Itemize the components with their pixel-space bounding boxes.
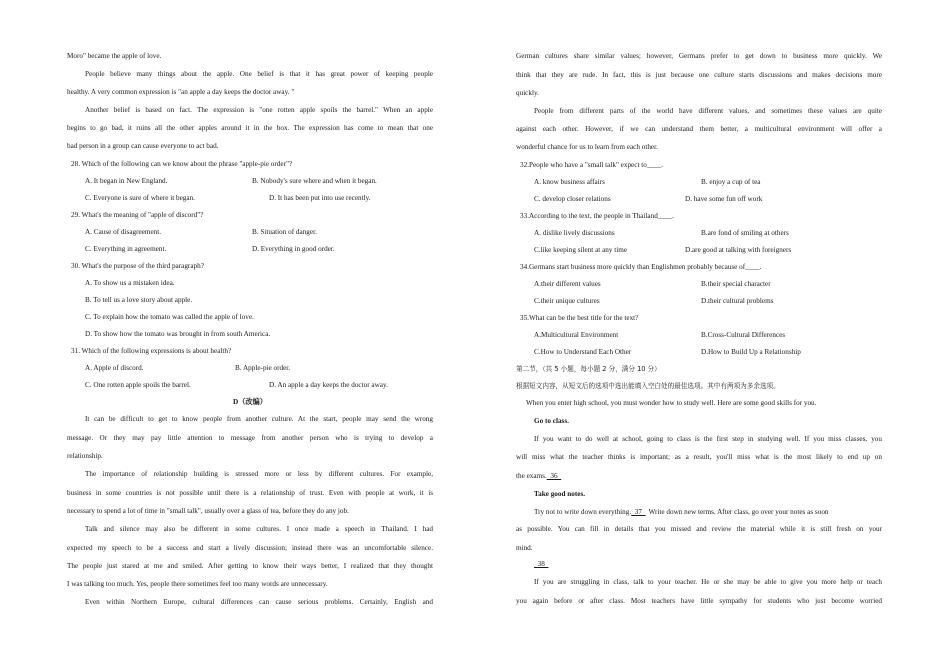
cloze-text: Write down new terms. After class, go over your notes as soon [648, 508, 829, 516]
option-left: A. know business affairs [534, 178, 605, 186]
passage-line: think that they are rude. In fact, this is just because one culture starts discussions and makes decisions more [516, 71, 882, 79]
option-right: B.are fond of smiling at others [701, 229, 789, 237]
option: A. To show us a mistaken idea. [85, 279, 175, 287]
cloze-line [534, 416, 569, 426]
option-right: D. It has been put into use recently. [269, 194, 371, 202]
option-right: D.are good at talking with foreigners [685, 246, 792, 254]
passage-line: healthy. A very common expression is "an apple a day keeps the doctor away. " [67, 88, 295, 96]
answer-blank[interactable]: 38 [534, 560, 549, 568]
passage-line: Another belief is based on fact. The expression is "one rotten apple spoils the barrel." When an apple [85, 106, 433, 114]
option-right: D. have some fun off work [685, 195, 763, 203]
question-stem: 30. What's the purpose of the third paragraph? [71, 262, 204, 270]
passage-line: The importance of relationship building is stressed more or less by different cultures. For example, [85, 470, 433, 478]
passage-line: bad person in a group can cause everyone to act bad. [67, 142, 219, 150]
passage-line: The people just stared at me and smiled. After getting to know their ways better, I realized that they thought [67, 562, 433, 570]
option-right: D. Everything in good order. [252, 245, 335, 253]
option-left: C. develop closer relations [534, 195, 611, 203]
option-left: C.their unique cultures [534, 297, 600, 305]
option-left: A. It began in New England. [85, 177, 168, 185]
cloze-text: as possible. You can fill in details that you missed and review the material while it is still fresh on your [516, 525, 882, 533]
option-right: B.Cross-Cultural Differences [701, 331, 786, 339]
cloze-text: you again before or after class. Most teachers have little sympathy for students who just become worried [516, 597, 882, 605]
passage-line: People believe many things about the apple. One belief is that it has great power of keeping people [85, 70, 433, 78]
option-left: C.like keeping silent at any time [534, 246, 628, 254]
passage-line: Moro" became the apple of love. [67, 52, 162, 60]
passage-line: People from different parts of the world have different values, and sometimes these values are quite [534, 107, 882, 115]
passage-line: I was talking too much. Yes, people there sometimes feel too many words are unnecessary. [67, 580, 328, 588]
option-right: B. Situation of danger. [252, 228, 317, 236]
passage-line: business in some countries is not possible until there is a relationship of trust. Even with people at work, it is [67, 489, 433, 497]
question-stem: 34.Germans start business more quickly than Englishmen probably because of____. [520, 263, 762, 271]
passage-line: message. Or they may pay little attention to message from another person who is trying to develop a [67, 434, 433, 442]
passage-line: Even within Northern Europe, cultural differences can cause serious problems. Certainly, English and [85, 598, 433, 606]
option-left: A.Multicultural Environment [534, 331, 619, 339]
passage-line: quickly. [516, 89, 539, 97]
cloze-line [534, 559, 548, 569]
cloze-line [534, 577, 882, 587]
section-2-heading: 第二节，（共 5 小题，每小题 2 分，满分 10 分） [516, 365, 661, 373]
option-left: C. Everyone is sure of where it began. [85, 194, 195, 202]
question-stem: 32.People who have a "small talk" expect to____. [520, 161, 663, 169]
question-stem: 28. Which of the following can we know about the phrase "apple-pie order"? [71, 160, 293, 168]
passage-line: necessary to spend a lot of time in "small talk", usually over a glass of tea, before they do any job. [67, 507, 349, 515]
option-right: B. Nobody's sure where and when it began. [252, 177, 377, 185]
cloze-text: mind. [516, 544, 533, 552]
cloze-text: Go to class. [534, 417, 569, 425]
option-right: B.their special character [701, 280, 771, 288]
cloze-line [534, 489, 585, 499]
cloze-text: Try not to write down everything. [534, 508, 632, 516]
question-stem: 31. Which of the following expressions is about health? [71, 347, 232, 355]
cloze-text: If you want to do well at school, going to class is the first step in studying well. If you miss classes, you [534, 435, 882, 443]
passage-line: German cultures share similar values; however, Germans prefer to get down to business more quickly. We [516, 52, 882, 60]
passage-line: relationship. [67, 452, 103, 460]
option: D. To show how the tomato was brought in from south America. [85, 330, 271, 338]
cloze-text: will miss what the teacher thinks is important; as a result, you'll miss what is the most likely to end up on [516, 453, 882, 461]
cloze-line [516, 471, 561, 481]
cloze-text: If you are struggling in class, talk to your teacher. He or she may be able to give you more help or teach [534, 578, 882, 586]
option-left: C. Everything in agreement. [85, 245, 167, 253]
option-left: A. Cause of disagreement. [85, 228, 162, 236]
section-2-instruction: 根据短文内容，从短文后的选项中选出能填入空白处的最佳选项。其中有两项为多余选项。 [516, 382, 780, 390]
cloze-line [516, 524, 882, 534]
question-stem: 33.According to the text, the people in Thailand____. [520, 212, 674, 220]
cloze-line [534, 507, 829, 517]
question-stem: 35.What can be the best title for the text? [520, 314, 639, 322]
cloze-line [534, 434, 882, 444]
passage-line: expected my speech to be a success and start a lively discussion; instead there was an uncomfortable silence. [67, 544, 433, 552]
option: C. To explain how the tomato was called the apple of love. [85, 313, 254, 321]
option-left: A. dislike lively discussions [534, 229, 615, 237]
cloze-text: the exams. [516, 472, 547, 480]
answer-blank[interactable]: 37 [631, 508, 646, 516]
option-left: A.their different values [534, 280, 601, 288]
cloze-line [516, 596, 882, 606]
answer-blank[interactable]: 36 [546, 472, 562, 480]
cloze-line [516, 543, 533, 553]
option-left: A. Apple of discord. [85, 364, 144, 372]
question-stem: 29. What's the meaning of "apple of discord"? [71, 211, 204, 219]
passage-line: wonderful chance for us to learn from each other. [516, 143, 658, 151]
passage-line: against each other. However, if we can understand them better, a multicultural environment will offer a [516, 125, 882, 133]
option-right: B. Apple-pie order. [235, 364, 291, 372]
cloze-text: Take good notes. [534, 490, 586, 498]
option-right: D.How to Build Up a Relationship [701, 348, 801, 356]
option-right: B. enjoy a cup of tea [701, 178, 761, 186]
option-right: D. An apple a day keeps the doctor away. [269, 381, 388, 389]
option-right: D.their cultural problems [701, 297, 774, 305]
option-left: C. One rotten apple spoils the barrel. [85, 381, 191, 389]
passage-line: Talk and silence may also be different in some cultures. I once made a speech in Thailand. I had [85, 525, 433, 533]
passage-line: begins to go bad, it ruins all the other apples around it in the box. The expression has come to mean that one [67, 124, 433, 132]
section-d-title: D（改编） [233, 398, 267, 406]
cloze-line [516, 452, 882, 462]
passage-line: It can be difficult to get to know people from another culture. At the start, people may send the wrong [85, 415, 433, 423]
option-left: C.How to Understand Each Other [534, 348, 632, 356]
option: B. To tell us a love story about apple. [85, 296, 193, 304]
cloze-intro: When you enter high school, you must wonder how to study well. Here are some good skills for you. [526, 399, 817, 407]
